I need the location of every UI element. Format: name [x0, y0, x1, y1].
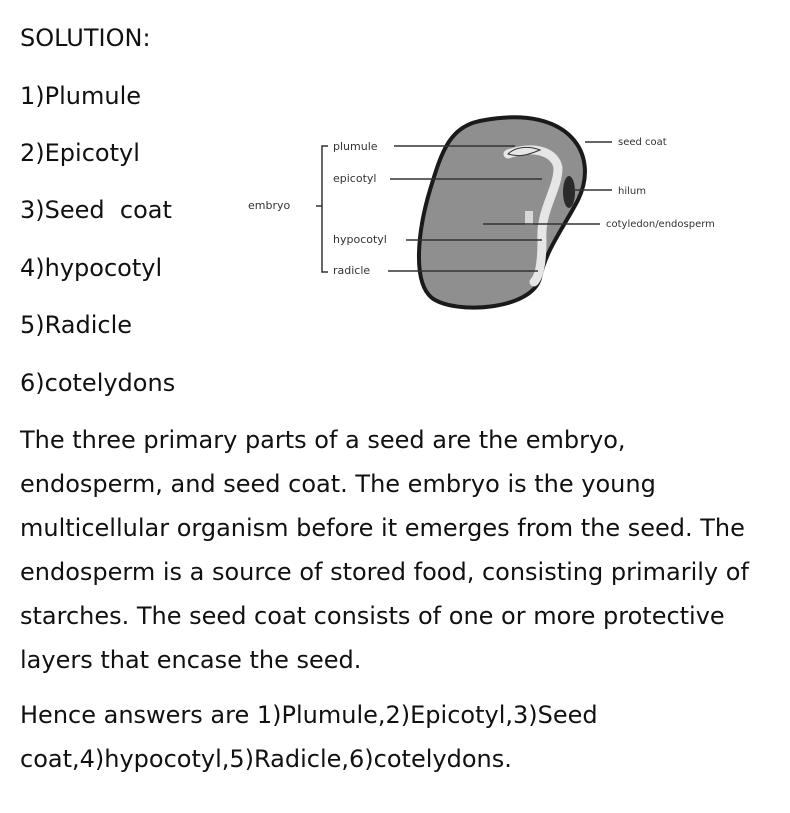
explanation-paragraph: The three primary parts of a seed are the embryo, endosperm, and seed coat. The embryo is the young multicellular organism before it emerges from the seed. The endosperm is a source of stored food, consisting primarily of starches. The seed coat consists of one or more protective layers that encase the seed. [20, 426, 749, 674]
solution-heading: SOLUTION: [20, 24, 151, 52]
label-hilum: hilum [618, 186, 646, 197]
answer-1: 1)Plumule [20, 82, 142, 110]
tissue-mark [525, 211, 533, 225]
conclusion-paragraph: Hence answers are 1)Plumule,2)Epicotyl,3)Seed coat,4)hypocotyl,5)Radicle,6)cotelydons. [20, 701, 598, 773]
label-cotyledon: cotyledon/endosperm [606, 219, 715, 230]
answer-5: 5)Radicle [20, 311, 133, 339]
embryo-bracket [316, 146, 328, 272]
answer-3: 3)Seed coat [20, 196, 172, 224]
answer-4: 4)hypocotyl [20, 254, 163, 282]
label-hypocotyl: hypocotyl [333, 233, 387, 246]
answer-2: 2)Epicotyl [20, 139, 140, 167]
label-plumule: plumule [333, 140, 378, 153]
answer-6: 6)cotelydons [20, 369, 176, 397]
label-radicle: radicle [333, 264, 371, 277]
hilum-mark [563, 176, 575, 208]
label-seed-coat: seed coat [618, 137, 667, 148]
seed-diagram [240, 110, 760, 320]
label-epicotyl: epicotyl [333, 172, 377, 185]
label-embryo: embryo [248, 199, 291, 212]
